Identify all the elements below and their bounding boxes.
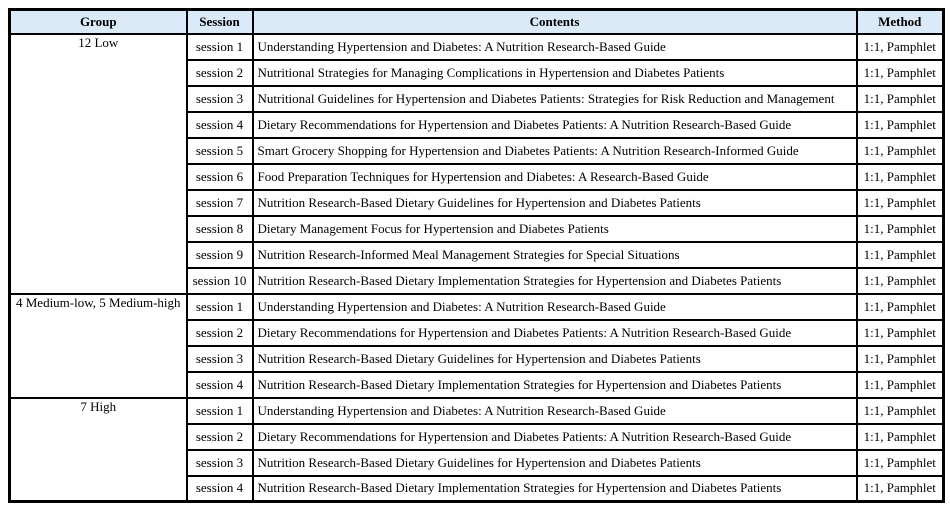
- session-cell: session 3: [187, 346, 253, 372]
- contents-cell: Nutrition Research-Based Dietary Implementation Strategies for Hypertension and Diabetes Patients: [253, 372, 857, 398]
- session-cell: session 10: [187, 268, 253, 294]
- method-cell: 1:1, Pamphlet: [857, 320, 944, 346]
- method-cell: 1:1, Pamphlet: [857, 60, 944, 86]
- education-sessions-table: [8, 8, 945, 503]
- method-cell: 1:1, Pamphlet: [857, 476, 944, 502]
- column-header-method: Method: [857, 10, 944, 34]
- contents-cell: Dietary Recommendations for Hypertension and Diabetes Patients: A Nutrition Research-Based Guide: [253, 112, 857, 138]
- column-header-session: Session: [187, 10, 253, 34]
- method-cell: 1:1, Pamphlet: [857, 86, 944, 112]
- session-cell: session 1: [187, 398, 253, 424]
- method-cell: 1:1, Pamphlet: [857, 424, 944, 450]
- group-cell: 12 Low: [10, 34, 187, 294]
- session-cell: session 3: [187, 450, 253, 476]
- method-cell: 1:1, Pamphlet: [857, 164, 944, 190]
- contents-cell: Nutrition Research-Based Dietary Guidelines for Hypertension and Diabetes Patients: [253, 450, 857, 476]
- group-cell: 7 High: [10, 398, 187, 502]
- column-header-contents: Contents: [253, 10, 857, 34]
- contents-cell: Dietary Recommendations for Hypertension and Diabetes Patients: A Nutrition Research-Based Guide: [253, 424, 857, 450]
- session-cell: session 8: [187, 216, 253, 242]
- session-cell: session 6: [187, 164, 253, 190]
- method-cell: 1:1, Pamphlet: [857, 138, 944, 164]
- session-cell: session 3: [187, 86, 253, 112]
- table-row: [10, 294, 944, 320]
- table-row: [10, 34, 944, 60]
- contents-cell: Nutritional Guidelines for Hypertension and Diabetes Patients: Strategies for Risk Reduction and Management: [253, 86, 857, 112]
- session-cell: session 2: [187, 424, 253, 450]
- method-cell: 1:1, Pamphlet: [857, 294, 944, 320]
- contents-cell: Understanding Hypertension and Diabetes: A Nutrition Research-Based Guide: [253, 398, 857, 424]
- contents-cell: Nutrition Research-Informed Meal Management Strategies for Special Situations: [253, 242, 857, 268]
- method-cell: 1:1, Pamphlet: [857, 112, 944, 138]
- session-cell: session 2: [187, 320, 253, 346]
- session-cell: session 4: [187, 372, 253, 398]
- method-cell: 1:1, Pamphlet: [857, 372, 944, 398]
- group-cell: 4 Medium-low, 5 Medium-high: [10, 294, 187, 398]
- contents-cell: Food Preparation Techniques for Hypertension and Diabetes: A Research-Based Guide: [253, 164, 857, 190]
- method-cell: 1:1, Pamphlet: [857, 398, 944, 424]
- session-cell: session 7: [187, 190, 253, 216]
- method-cell: 1:1, Pamphlet: [857, 346, 944, 372]
- table-body: [10, 34, 944, 502]
- contents-cell: Understanding Hypertension and Diabetes: A Nutrition Research-Based Guide: [253, 34, 857, 60]
- method-cell: 1:1, Pamphlet: [857, 34, 944, 60]
- table-row: [10, 398, 944, 424]
- session-cell: session 2: [187, 60, 253, 86]
- method-cell: 1:1, Pamphlet: [857, 450, 944, 476]
- session-cell: session 1: [187, 294, 253, 320]
- session-cell: session 4: [187, 476, 253, 502]
- contents-cell: Nutrition Research-Based Dietary Implementation Strategies for Hypertension and Diabetes Patients: [253, 268, 857, 294]
- method-cell: 1:1, Pamphlet: [857, 216, 944, 242]
- method-cell: 1:1, Pamphlet: [857, 268, 944, 294]
- session-cell: session 1: [187, 34, 253, 60]
- contents-cell: Dietary Management Focus for Hypertension and Diabetes Patients: [253, 216, 857, 242]
- contents-cell: Nutrition Research-Based Dietary Guidelines for Hypertension and Diabetes Patients: [253, 346, 857, 372]
- contents-cell: Smart Grocery Shopping for Hypertension and Diabetes Patients: A Nutrition Research-Informed Guide: [253, 138, 857, 164]
- contents-cell: Nutritional Strategies for Managing Complications in Hypertension and Diabetes Patients: [253, 60, 857, 86]
- contents-cell: Understanding Hypertension and Diabetes: A Nutrition Research-Based Guide: [253, 294, 857, 320]
- contents-cell: Nutrition Research-Based Dietary Guidelines for Hypertension and Diabetes Patients: [253, 190, 857, 216]
- session-cell: session 9: [187, 242, 253, 268]
- method-cell: 1:1, Pamphlet: [857, 190, 944, 216]
- contents-cell: Dietary Recommendations for Hypertension and Diabetes Patients: A Nutrition Research-Based Guide: [253, 320, 857, 346]
- method-cell: 1:1, Pamphlet: [857, 242, 944, 268]
- header-row: [10, 10, 944, 34]
- contents-cell: Nutrition Research-Based Dietary Implementation Strategies for Hypertension and Diabetes Patients: [253, 476, 857, 502]
- session-cell: session 4: [187, 112, 253, 138]
- session-cell: session 5: [187, 138, 253, 164]
- column-header-group: Group: [10, 10, 187, 34]
